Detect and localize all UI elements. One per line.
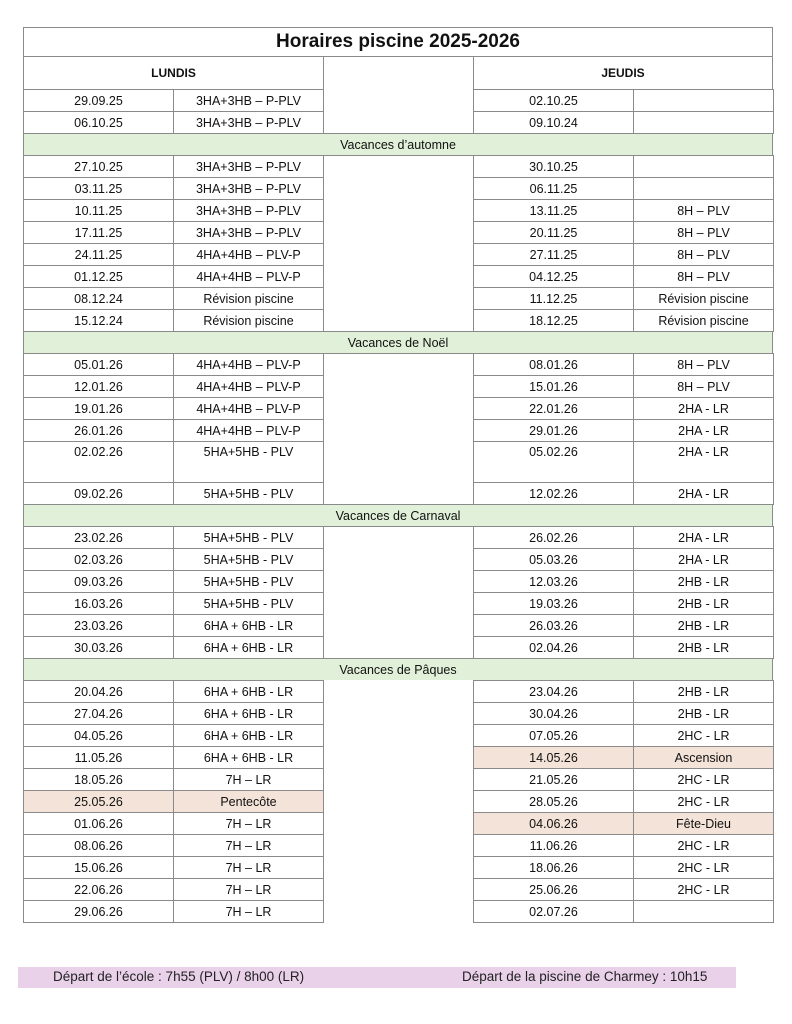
jeudi-class: 2HB - LR [633, 570, 774, 593]
lundi-class: 4HA+4HB – PLV-P [173, 419, 324, 442]
header-lundis: LUNDIS [23, 56, 324, 90]
jeudi-class: 8H – PLV [633, 265, 774, 288]
jeudi-class [633, 177, 774, 200]
jeudi-date: 12.03.26 [473, 570, 634, 593]
jeudi-class [633, 900, 774, 923]
lundi-date: 03.11.25 [23, 177, 174, 200]
jeudi-class: 2HA - LR [633, 441, 774, 483]
lundi-class: 3HA+3HB – P-PLV [173, 155, 324, 178]
jeudi-class: 2HA - LR [633, 548, 774, 571]
jeudi-class: 8H – PLV [633, 375, 774, 398]
lundi-class: Révision piscine [173, 287, 324, 310]
lundi-date: 04.05.26 [23, 724, 174, 747]
header-jeudis: JEUDIS [473, 56, 773, 90]
holiday-band: Vacances d’automne [23, 133, 773, 156]
lundi-class: 6HA + 6HB - LR [173, 636, 324, 659]
lundi-class: 3HA+3HB – P-PLV [173, 199, 324, 222]
lundi-class: Révision piscine [173, 309, 324, 332]
lundi-class: 6HA + 6HB - LR [173, 614, 324, 637]
jeudi-date: 15.01.26 [473, 375, 634, 398]
lundi-class: 4HA+4HB – PLV-P [173, 397, 324, 420]
jeudi-class: 2HB - LR [633, 636, 774, 659]
lundi-date: 18.05.26 [23, 768, 174, 791]
jeudi-class: 2HC - LR [633, 724, 774, 747]
jeudi-class: Ascension [633, 746, 774, 769]
lundi-date: 24.11.25 [23, 243, 174, 266]
jeudi-date: 11.12.25 [473, 287, 634, 310]
lundi-class: 6HA + 6HB - LR [173, 702, 324, 725]
lundi-class: 4HA+4HB – PLV-P [173, 265, 324, 288]
jeudi-date: 05.03.26 [473, 548, 634, 571]
holiday-band: Vacances de Pâques [23, 658, 773, 681]
footer-pool-departure: Départ de la piscine de Charmey : 10h15 [462, 969, 708, 984]
lundi-date: 26.01.26 [23, 419, 174, 442]
lundi-date: 01.06.26 [23, 812, 174, 835]
lundi-date: 08.06.26 [23, 834, 174, 857]
lundi-date: 19.01.26 [23, 397, 174, 420]
jeudi-date: 04.06.26 [473, 812, 634, 835]
lundi-class: 5HA+5HB - PLV [173, 570, 324, 593]
jeudi-class: 8H – PLV [633, 221, 774, 244]
jeudi-class [633, 111, 774, 134]
jeudi-class: 2HB - LR [633, 614, 774, 637]
jeudi-class: 2HA - LR [633, 482, 774, 505]
holiday-band: Vacances de Noël [23, 331, 773, 354]
lundi-class: 4HA+4HB – PLV-P [173, 375, 324, 398]
lundi-class: 6HA + 6HB - LR [173, 746, 324, 769]
jeudi-date: 20.11.25 [473, 221, 634, 244]
lundi-class: 3HA+3HB – P-PLV [173, 89, 324, 112]
middle-spacer [323, 680, 474, 923]
jeudi-class: 2HA - LR [633, 419, 774, 442]
lundi-date: 02.02.26 [23, 441, 174, 483]
lundi-date: 09.03.26 [23, 570, 174, 593]
lundi-class: Pentecôte [173, 790, 324, 813]
jeudi-class: Révision piscine [633, 309, 774, 332]
lundi-date: 20.04.26 [23, 680, 174, 703]
jeudi-date: 07.05.26 [473, 724, 634, 747]
jeudi-class: 2HA - LR [633, 397, 774, 420]
lundi-class: 3HA+3HB – P-PLV [173, 221, 324, 244]
jeudi-class: 2HC - LR [633, 768, 774, 791]
lundi-class: 5HA+5HB - PLV [173, 441, 324, 483]
lundi-date: 10.11.25 [23, 199, 174, 222]
lundi-date: 16.03.26 [23, 592, 174, 615]
jeudi-class: 8H – PLV [633, 243, 774, 266]
jeudi-date: 05.02.26 [473, 441, 634, 483]
lundi-class: 7H – LR [173, 812, 324, 835]
jeudi-date: 30.04.26 [473, 702, 634, 725]
jeudi-class [633, 89, 774, 112]
lundi-date: 29.09.25 [23, 89, 174, 112]
jeudi-date: 14.05.26 [473, 746, 634, 769]
lundi-date: 27.04.26 [23, 702, 174, 725]
lundi-date: 23.02.26 [23, 526, 174, 549]
lundi-date: 02.03.26 [23, 548, 174, 571]
jeudi-date: 02.04.26 [473, 636, 634, 659]
jeudi-date: 23.04.26 [473, 680, 634, 703]
holiday-band: Vacances de Carnaval [23, 504, 773, 527]
jeudi-class: 2HA - LR [633, 526, 774, 549]
jeudi-date: 26.03.26 [473, 614, 634, 637]
lundi-date: 01.12.25 [23, 265, 174, 288]
lundi-class: 6HA + 6HB - LR [173, 724, 324, 747]
jeudi-date: 06.11.25 [473, 177, 634, 200]
lundi-date: 12.01.26 [23, 375, 174, 398]
jeudi-date: 11.06.26 [473, 834, 634, 857]
jeudi-class: 2HB - LR [633, 592, 774, 615]
lundi-class: 7H – LR [173, 768, 324, 791]
jeudi-date: 02.07.26 [473, 900, 634, 923]
jeudi-date: 22.01.26 [473, 397, 634, 420]
jeudi-date: 08.01.26 [473, 353, 634, 376]
jeudi-date: 29.01.26 [473, 419, 634, 442]
lundi-date: 11.05.26 [23, 746, 174, 769]
lundi-date: 25.05.26 [23, 790, 174, 813]
lundi-class: 7H – LR [173, 878, 324, 901]
lundi-class: 5HA+5HB - PLV [173, 592, 324, 615]
lundi-date: 08.12.24 [23, 287, 174, 310]
jeudi-class [633, 155, 774, 178]
lundi-date: 23.03.26 [23, 614, 174, 637]
jeudi-class: 2HC - LR [633, 834, 774, 857]
lundi-date: 06.10.25 [23, 111, 174, 134]
jeudi-date: 13.11.25 [473, 199, 634, 222]
jeudi-date: 04.12.25 [473, 265, 634, 288]
jeudi-class: Fête-Dieu [633, 812, 774, 835]
jeudi-date: 18.06.26 [473, 856, 634, 879]
jeudi-class: Révision piscine [633, 287, 774, 310]
lundi-class: 3HA+3HB – P-PLV [173, 177, 324, 200]
jeudi-class: 2HB - LR [633, 680, 774, 703]
jeudi-date: 09.10.24 [473, 111, 634, 134]
lundi-date: 05.01.26 [23, 353, 174, 376]
jeudi-date: 25.06.26 [473, 878, 634, 901]
lundi-class: 5HA+5HB - PLV [173, 548, 324, 571]
lundi-class: 7H – LR [173, 900, 324, 923]
departure-footer [18, 967, 736, 988]
lundi-date: 17.11.25 [23, 221, 174, 244]
page-title: Horaires piscine 2025-2026 [23, 27, 773, 57]
lundi-class: 4HA+4HB – PLV-P [173, 353, 324, 376]
middle-spacer [323, 353, 474, 505]
middle-spacer [323, 56, 474, 134]
lundi-class: 4HA+4HB – PLV-P [173, 243, 324, 266]
lundi-date: 29.06.26 [23, 900, 174, 923]
jeudi-date: 19.03.26 [473, 592, 634, 615]
middle-spacer [323, 526, 474, 659]
jeudi-date: 21.05.26 [473, 768, 634, 791]
jeudi-class: 2HC - LR [633, 790, 774, 813]
jeudi-class: 2HC - LR [633, 878, 774, 901]
lundi-date: 27.10.25 [23, 155, 174, 178]
middle-spacer [323, 155, 474, 332]
jeudi-class: 2HB - LR [633, 702, 774, 725]
jeudi-date: 28.05.26 [473, 790, 634, 813]
jeudi-date: 18.12.25 [473, 309, 634, 332]
lundi-date: 15.12.24 [23, 309, 174, 332]
jeudi-class: 2HC - LR [633, 856, 774, 879]
jeudi-date: 02.10.25 [473, 89, 634, 112]
lundi-date: 15.06.26 [23, 856, 174, 879]
lundi-date: 09.02.26 [23, 482, 174, 505]
lundi-class: 3HA+3HB – P-PLV [173, 111, 324, 134]
jeudi-date: 12.02.26 [473, 482, 634, 505]
lundi-date: 30.03.26 [23, 636, 174, 659]
lundi-class: 5HA+5HB - PLV [173, 482, 324, 505]
jeudi-date: 26.02.26 [473, 526, 634, 549]
jeudi-class: 8H – PLV [633, 353, 774, 376]
lundi-class: 7H – LR [173, 856, 324, 879]
lundi-class: 6HA + 6HB - LR [173, 680, 324, 703]
footer-school-departure: Départ de l’école : 7h55 (PLV) / 8h00 (LR) [53, 969, 305, 984]
lundi-class: 7H – LR [173, 834, 324, 857]
jeudi-class: 8H – PLV [633, 199, 774, 222]
jeudi-date: 27.11.25 [473, 243, 634, 266]
jeudi-date: 30.10.25 [473, 155, 634, 178]
lundi-date: 22.06.26 [23, 878, 174, 901]
lundi-class: 5HA+5HB - PLV [173, 526, 324, 549]
